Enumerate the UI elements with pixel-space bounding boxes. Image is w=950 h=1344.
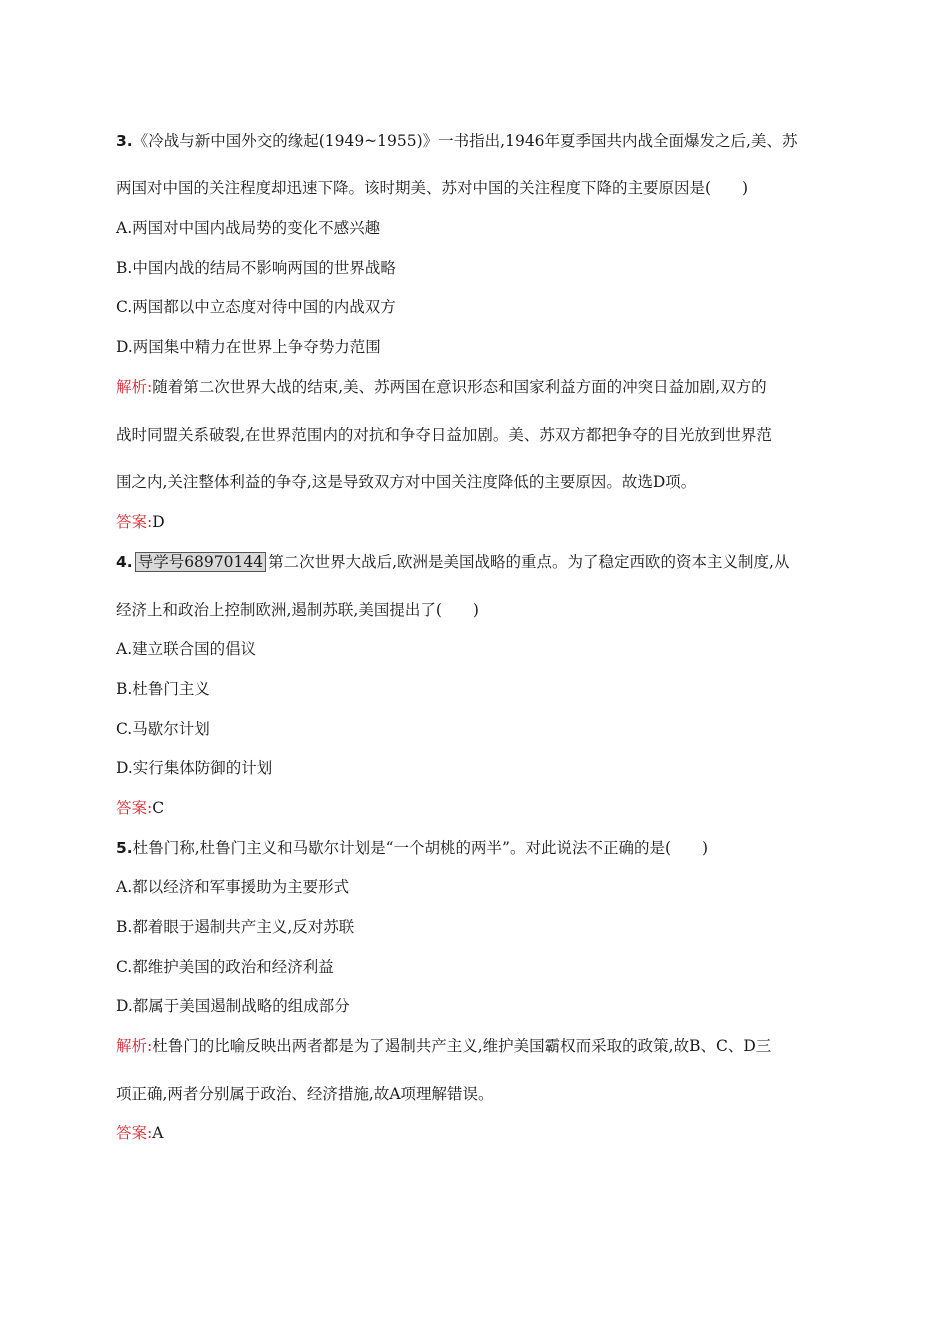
q5-number: 5. xyxy=(116,839,133,857)
q3-stem-line-2: 两国对中国的关注程度却迅速下降。该时期美、苏对中国的关注程度下降的主要原因是( ) xyxy=(116,179,749,197)
q5-answer-label: 答案: xyxy=(116,1124,153,1142)
q4-number: 4. xyxy=(116,553,133,571)
q4-guide-number-badge[interactable]: 导学号68970144 xyxy=(135,552,266,572)
q3-answer xyxy=(116,512,165,532)
q4-answer-label: 答案: xyxy=(116,799,153,817)
q4-option-c: C.马歇尔计划 xyxy=(116,720,210,738)
q5-option-d: D.都属于美国遏制战略的组成部分 xyxy=(116,997,350,1015)
q5-analysis-line-1 xyxy=(116,1036,771,1056)
q3-answer-label: 答案: xyxy=(116,513,153,531)
q3-analysis-label: 解析: xyxy=(116,378,153,396)
q3-analysis-line-1 xyxy=(116,377,767,397)
q5-option-a: A.都以经济和军事援助为主要形式 xyxy=(116,878,350,896)
q3-option-a: A.两国对中国内战局势的变化不感兴趣 xyxy=(116,219,381,237)
q4-option-a: A.建立联合国的倡议 xyxy=(116,640,257,658)
q3-option-c: C.两国都以中立态度对待中国的内战双方 xyxy=(116,298,396,316)
q3-analysis-line-2: 战时同盟关系破裂,在世界范围内的对抗和争夺日益加剧。美、苏双方都把争夺的目光放到世界范 xyxy=(116,426,772,444)
q4-option-d: D.实行集体防御的计划 xyxy=(116,759,273,777)
q3-analysis-text-1: 随着第二次世界大战的结束,美、苏两国在意识形态和国家利益方面的冲突日益加剧,双方的 xyxy=(152,378,767,396)
q4-stem-line-2: 经济上和政治上控制欧洲,遏制苏联,美国提出了( ) xyxy=(116,601,479,619)
q5-option-b: B.都着眼于遏制共产主义,反对苏联 xyxy=(116,918,355,936)
q5-analysis-text-1: 杜鲁门的比喻反映出两者都是为了遏制共产主义,维护美国霸权而采取的政策,故B、C、D三 xyxy=(152,1037,772,1055)
q3-option-d: D.两国集中精力在世界上争夺势力范围 xyxy=(116,338,381,356)
q5-analysis-label: 解析: xyxy=(116,1037,153,1055)
q4-option-b: B.杜鲁门主义 xyxy=(116,680,210,698)
q3-stem-line-1 xyxy=(116,131,797,151)
q5-option-c: C.都维护美国的政治和经济利益 xyxy=(116,958,334,976)
q4-answer xyxy=(116,798,164,818)
q3-analysis-line-3: 围之内,关注整体利益的争夺,这是导致双方对中国关注度降低的主要原因。故选D项。 xyxy=(116,473,697,491)
q5-answer-value: A xyxy=(152,1124,164,1142)
q5-analysis-line-2: 项正确,两者分别属于政治、经济措施,故A项理解错误。 xyxy=(116,1085,494,1103)
q4-stem-text-1: 第二次世界大战后,欧洲是美国战略的重点。为了稳定西欧的资本主义制度,从 xyxy=(268,553,790,571)
q3-option-b: B.中国内战的结局不影响两国的世界战略 xyxy=(116,259,396,277)
q5-stem-line-1 xyxy=(116,838,708,858)
q4-answer-value: C xyxy=(152,799,165,817)
q3-stem-text-1: 《冷战与新中国外交的缘起(1949~1955)》一书指出,1946年夏季国共内战全面爆发之后,美、苏 xyxy=(132,132,798,150)
q5-stem-text-1: 杜鲁门称,杜鲁门主义和马歇尔计划是“一个胡桃的两半”。对此说法不正确的是( ) xyxy=(132,839,709,857)
q3-number: 3. xyxy=(116,132,133,150)
q3-answer-value: D xyxy=(152,513,165,531)
q4-stem-line-1 xyxy=(116,552,789,572)
q5-answer xyxy=(116,1123,163,1143)
